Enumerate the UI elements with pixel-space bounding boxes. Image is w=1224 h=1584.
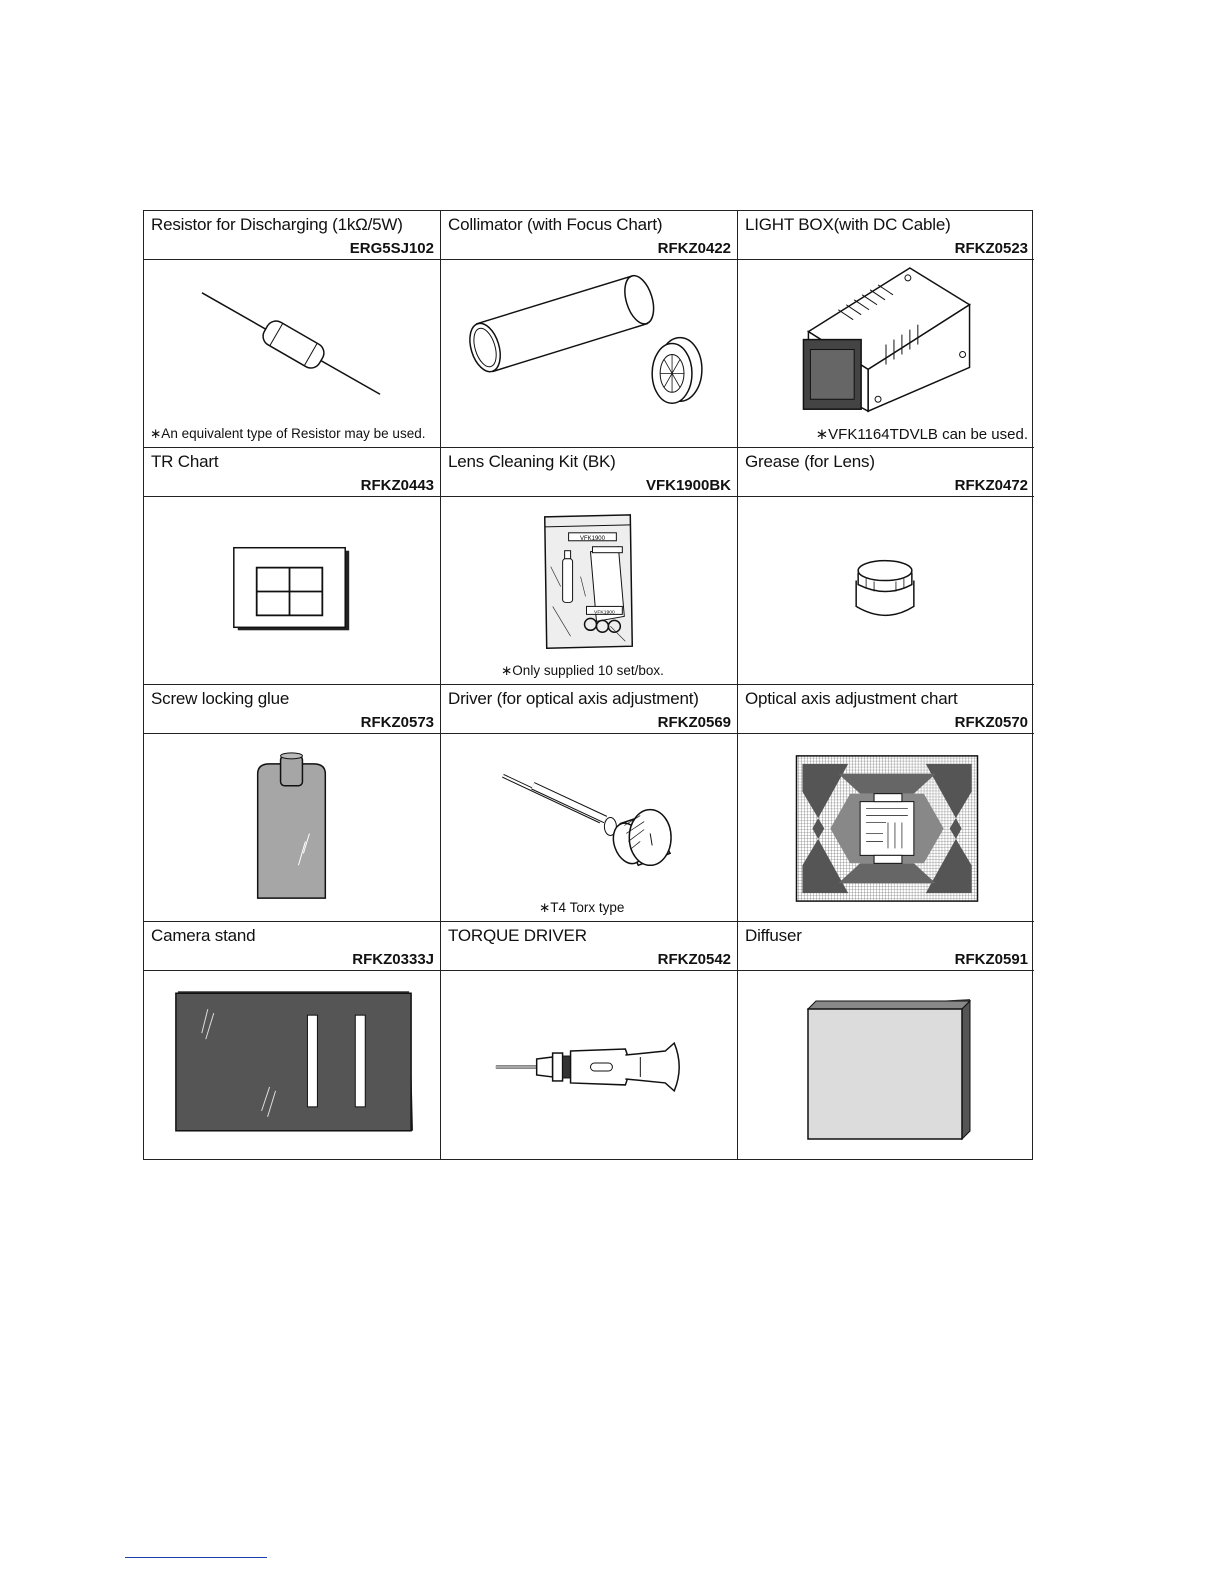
tool-picture bbox=[144, 497, 441, 685]
tools-table bbox=[143, 210, 1033, 1160]
tool-picture bbox=[441, 734, 738, 922]
tool-name: Resistor for Discharging (1kΩ/5W) bbox=[151, 215, 403, 234]
tool-picture bbox=[441, 497, 738, 685]
tool-header bbox=[738, 211, 1034, 260]
kit-label: VFK1900 bbox=[594, 610, 615, 616]
tool-name: Screw locking glue bbox=[151, 689, 290, 708]
tool-code: ERG5SJ102 bbox=[349, 240, 434, 257]
tool-header bbox=[441, 211, 738, 260]
tool-picture bbox=[441, 260, 738, 448]
tool-name: Camera stand bbox=[151, 926, 256, 945]
tool-name: TR Chart bbox=[151, 452, 219, 471]
tool-code: RFKZ0570 bbox=[954, 714, 1028, 731]
glue-bottle-icon bbox=[144, 734, 440, 921]
tool-header bbox=[738, 448, 1034, 497]
tool-name: Diffuser bbox=[745, 926, 802, 945]
tool-picture bbox=[144, 971, 441, 1159]
tool-name: Driver (for optical axis adjustment) bbox=[448, 689, 699, 708]
tr-chart-icon bbox=[144, 497, 440, 684]
cleaning-kit-icon bbox=[441, 497, 737, 684]
resistor-icon bbox=[144, 260, 440, 447]
driver-icon bbox=[441, 734, 737, 921]
tool-name: Collimator (with Focus Chart) bbox=[448, 215, 663, 234]
tool-header bbox=[144, 685, 441, 734]
tool-picture bbox=[738, 734, 1034, 922]
footer-rule bbox=[125, 1557, 267, 1558]
tool-header bbox=[144, 211, 441, 260]
tool-code: VFK1900BK bbox=[645, 477, 731, 494]
light-box-icon bbox=[738, 260, 1034, 447]
tool-name: Lens Cleaning Kit (BK) bbox=[448, 452, 616, 471]
tool-picture bbox=[441, 971, 738, 1159]
tool-header bbox=[441, 685, 738, 734]
tool-header bbox=[738, 685, 1034, 734]
tool-header bbox=[441, 922, 738, 971]
tool-picture bbox=[738, 497, 1034, 685]
tool-note: ∗T4 Torx type bbox=[539, 900, 625, 915]
tool-picture bbox=[738, 971, 1034, 1159]
tool-code: RFKZ0472 bbox=[954, 477, 1028, 494]
tool-name: Optical axis adjustment chart bbox=[745, 689, 958, 708]
tool-name: TORQUE DRIVER bbox=[448, 926, 587, 945]
tool-note: ∗An equivalent type of Resistor may be used. bbox=[150, 426, 426, 441]
tool-picture bbox=[144, 734, 441, 922]
tool-code: RFKZ0591 bbox=[954, 951, 1028, 968]
tool-header bbox=[738, 922, 1034, 971]
adjustment-chart-icon bbox=[738, 734, 1034, 921]
tool-code: RFKZ0443 bbox=[360, 477, 434, 494]
kit-label: VFK1900 bbox=[580, 535, 605, 542]
tool-code: RFKZ0523 bbox=[954, 240, 1028, 257]
tool-code: RFKZ0422 bbox=[657, 240, 731, 257]
grease-jar-icon bbox=[738, 497, 1034, 684]
tool-header bbox=[144, 448, 441, 497]
tool-code: RFKZ0569 bbox=[657, 714, 731, 731]
tool-header bbox=[441, 448, 738, 497]
torque-driver-icon bbox=[441, 971, 737, 1159]
tool-note: ∗VFK1164TDVLB can be used. bbox=[815, 426, 1028, 443]
tool-name: LIGHT BOX(with DC Cable) bbox=[745, 215, 951, 234]
tool-note: ∗Only supplied 10 set/box. bbox=[501, 663, 664, 678]
tool-header bbox=[144, 922, 441, 971]
tool-code: RFKZ0573 bbox=[360, 714, 434, 731]
diffuser-icon bbox=[738, 971, 1034, 1159]
collimator-icon bbox=[441, 260, 737, 447]
camera-stand-icon bbox=[144, 971, 440, 1159]
tool-picture bbox=[738, 260, 1034, 448]
tool-name: Grease (for Lens) bbox=[745, 452, 875, 471]
tool-code: RFKZ0542 bbox=[657, 951, 731, 968]
tool-picture bbox=[144, 260, 441, 448]
tool-code: RFKZ0333J bbox=[352, 951, 434, 968]
